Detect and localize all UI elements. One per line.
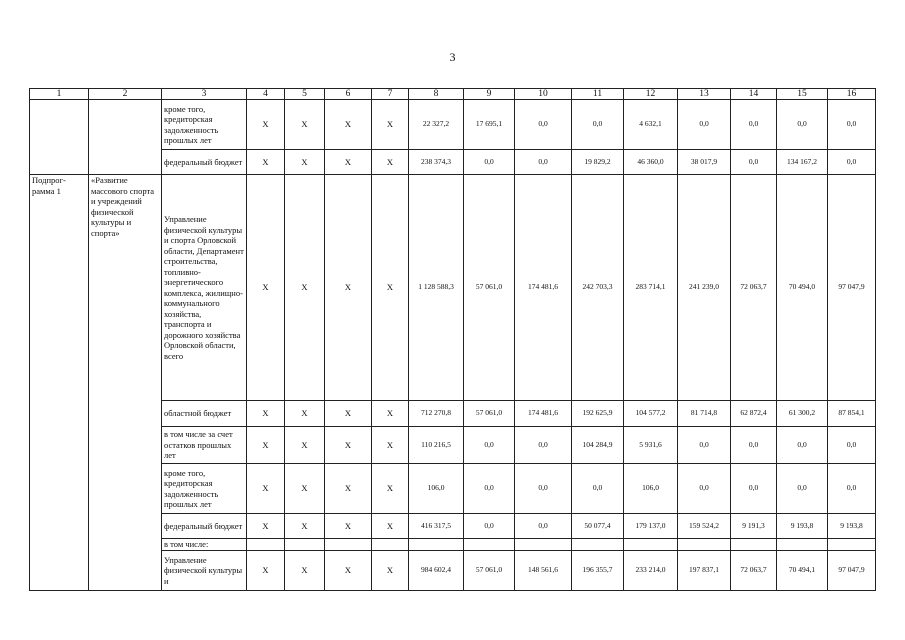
cell: Х: [285, 551, 325, 591]
cell: 4 632,1: [624, 100, 678, 150]
header-cell: 16: [828, 89, 876, 100]
row-label: в том числе за счет остатков прошлых лет: [162, 427, 247, 464]
cell: [678, 539, 731, 551]
cell: Х: [285, 427, 325, 464]
cell: Х: [372, 464, 409, 514]
cell: 174 481,6: [515, 401, 572, 427]
page-number: 3: [449, 50, 456, 64]
cell: Х: [247, 464, 285, 514]
cell: [247, 539, 285, 551]
cell: 0,0: [678, 427, 731, 464]
header-cell: 2: [89, 89, 162, 100]
cell: 233 214,0: [624, 551, 678, 591]
cell: Х: [247, 514, 285, 539]
cell: 57 061,0: [464, 175, 515, 401]
header-row: [30, 89, 876, 100]
cell: 0,0: [828, 464, 876, 514]
cell: 0,0: [515, 427, 572, 464]
cell: 712 270,8: [409, 401, 464, 427]
table-row: [30, 175, 876, 401]
cell: 0,0: [678, 100, 731, 150]
cell: 106,0: [624, 464, 678, 514]
cell: Х: [325, 401, 372, 427]
cell: Х: [247, 401, 285, 427]
cell: 97 047,9: [828, 175, 876, 401]
cell: 192 625,9: [572, 401, 624, 427]
cell: 196 355,7: [572, 551, 624, 591]
cell: 197 837,1: [678, 551, 731, 591]
cell: 72 063,7: [731, 175, 777, 401]
row-label: кроме того, кредиторская задолженность прошлых лет: [162, 100, 247, 150]
cell: 38 017,9: [678, 150, 731, 175]
cell: 87 854,1: [828, 401, 876, 427]
cell: Х: [372, 100, 409, 150]
cell: 242 703,3: [572, 175, 624, 401]
cell: 0,0: [678, 464, 731, 514]
cell: 0,0: [515, 100, 572, 150]
cell: 0,0: [464, 514, 515, 539]
cell: [624, 539, 678, 551]
cell: [464, 539, 515, 551]
subprogram-code: Подпрог- рамма 1: [30, 175, 89, 591]
cell: Х: [247, 427, 285, 464]
cell: 0,0: [731, 100, 777, 150]
cell: 134 167,2: [777, 150, 828, 175]
header-cell: 5: [285, 89, 325, 100]
header-cell: 9: [464, 89, 515, 100]
cell: 0,0: [464, 150, 515, 175]
row-label: областной бюджет: [162, 401, 247, 427]
header-cell: 11: [572, 89, 624, 100]
cell: 0,0: [515, 464, 572, 514]
cell: [731, 539, 777, 551]
header-cell: 15: [777, 89, 828, 100]
cell: 46 360,0: [624, 150, 678, 175]
cell: 0,0: [731, 150, 777, 175]
cell: Х: [372, 150, 409, 175]
cell: Х: [285, 401, 325, 427]
cell: 0,0: [828, 100, 876, 150]
cell: 70 494,1: [777, 551, 828, 591]
cell: 72 063,7: [731, 551, 777, 591]
cell: 50 077,4: [572, 514, 624, 539]
header-cell: 12: [624, 89, 678, 100]
table-row: [30, 100, 876, 150]
cell: 0,0: [731, 427, 777, 464]
cell: Х: [285, 150, 325, 175]
cell: Х: [247, 175, 285, 401]
cell: 0,0: [464, 427, 515, 464]
cell: 104 577,2: [624, 401, 678, 427]
cell: Х: [372, 514, 409, 539]
cell: 0,0: [572, 100, 624, 150]
cell: 57 061,0: [464, 551, 515, 591]
cell: Х: [372, 551, 409, 591]
cell: [828, 539, 876, 551]
cell: Х: [325, 150, 372, 175]
cell: Х: [325, 551, 372, 591]
cell: 97 047,9: [828, 551, 876, 591]
cell: Х: [285, 514, 325, 539]
cell: 0,0: [777, 100, 828, 150]
cell: Х: [285, 175, 325, 401]
cell: Х: [325, 175, 372, 401]
cell: 9 193,8: [828, 514, 876, 539]
cell: 61 300,2: [777, 401, 828, 427]
cell: 0,0: [464, 464, 515, 514]
cell: [285, 539, 325, 551]
cell: [325, 539, 372, 551]
cell: Х: [372, 401, 409, 427]
cell: 22 327,2: [409, 100, 464, 150]
row-label: федеральный бюджет: [162, 514, 247, 539]
cell: 416 317,5: [409, 514, 464, 539]
cell: 70 494,0: [777, 175, 828, 401]
row-label: в том числе:: [162, 539, 247, 551]
cell: 238 374,3: [409, 150, 464, 175]
row-label: Управление физической культуры и: [162, 551, 247, 591]
header-cell: 13: [678, 89, 731, 100]
header-cell: 3: [162, 89, 247, 100]
cell: 984 602,4: [409, 551, 464, 591]
cell: 0,0: [731, 464, 777, 514]
header-cell: 4: [247, 89, 285, 100]
cell: 159 524,2: [678, 514, 731, 539]
cell: 9 191,3: [731, 514, 777, 539]
cell: 1 128 588,3: [409, 175, 464, 401]
cell: 17 695,1: [464, 100, 515, 150]
cell: 0,0: [777, 427, 828, 464]
cell: Х: [285, 464, 325, 514]
budget-table: [29, 88, 876, 591]
cell: [372, 539, 409, 551]
cell: 0,0: [777, 464, 828, 514]
cell: Х: [285, 100, 325, 150]
cell: 0,0: [515, 150, 572, 175]
row-label: федеральный бюджет: [162, 150, 247, 175]
cell: 283 714,1: [624, 175, 678, 401]
subprogram-name: «Развитие массового спорта и учреждений физической культуры и спорта»: [89, 175, 162, 591]
cell: 19 829,2: [572, 150, 624, 175]
header-cell: 14: [731, 89, 777, 100]
cell: 62 872,4: [731, 401, 777, 427]
cell: Х: [325, 427, 372, 464]
cell: Х: [247, 150, 285, 175]
cell: 0,0: [572, 464, 624, 514]
header-cell: 8: [409, 89, 464, 100]
cell: Х: [372, 427, 409, 464]
header-cell: 7: [372, 89, 409, 100]
cell: 241 239,0: [678, 175, 731, 401]
row-label: кроме того, кредиторская задолженность прошлых лет: [162, 464, 247, 514]
row-label: Управление физической культуры и спорта Орловской области, Департамент строительства, топливно-энергетического комплекса, жилищно-коммунального хозяйства, транспорта и дорожного хозяйства Орловской области, всего: [162, 175, 247, 401]
cell: 110 216,5: [409, 427, 464, 464]
cell: Х: [325, 464, 372, 514]
empty-cell: [30, 100, 89, 175]
cell: Х: [247, 100, 285, 150]
cell: Х: [325, 100, 372, 150]
cell: 81 714,8: [678, 401, 731, 427]
cell: 174 481,6: [515, 175, 572, 401]
cell: [777, 539, 828, 551]
cell: [572, 539, 624, 551]
cell: 9 193,8: [777, 514, 828, 539]
cell: 0,0: [828, 150, 876, 175]
cell: 179 137,0: [624, 514, 678, 539]
cell: 57 061,0: [464, 401, 515, 427]
header-cell: 1: [30, 89, 89, 100]
cell: [409, 539, 464, 551]
cell: [515, 539, 572, 551]
header-cell: 10: [515, 89, 572, 100]
cell: 106,0: [409, 464, 464, 514]
cell: 0,0: [515, 514, 572, 539]
cell: Х: [325, 514, 372, 539]
cell: Х: [372, 175, 409, 401]
cell: 0,0: [828, 427, 876, 464]
header-cell: 6: [325, 89, 372, 100]
cell: 5 931,6: [624, 427, 678, 464]
cell: Х: [247, 551, 285, 591]
empty-cell: [89, 100, 162, 175]
cell: 104 284,9: [572, 427, 624, 464]
cell: 148 561,6: [515, 551, 572, 591]
